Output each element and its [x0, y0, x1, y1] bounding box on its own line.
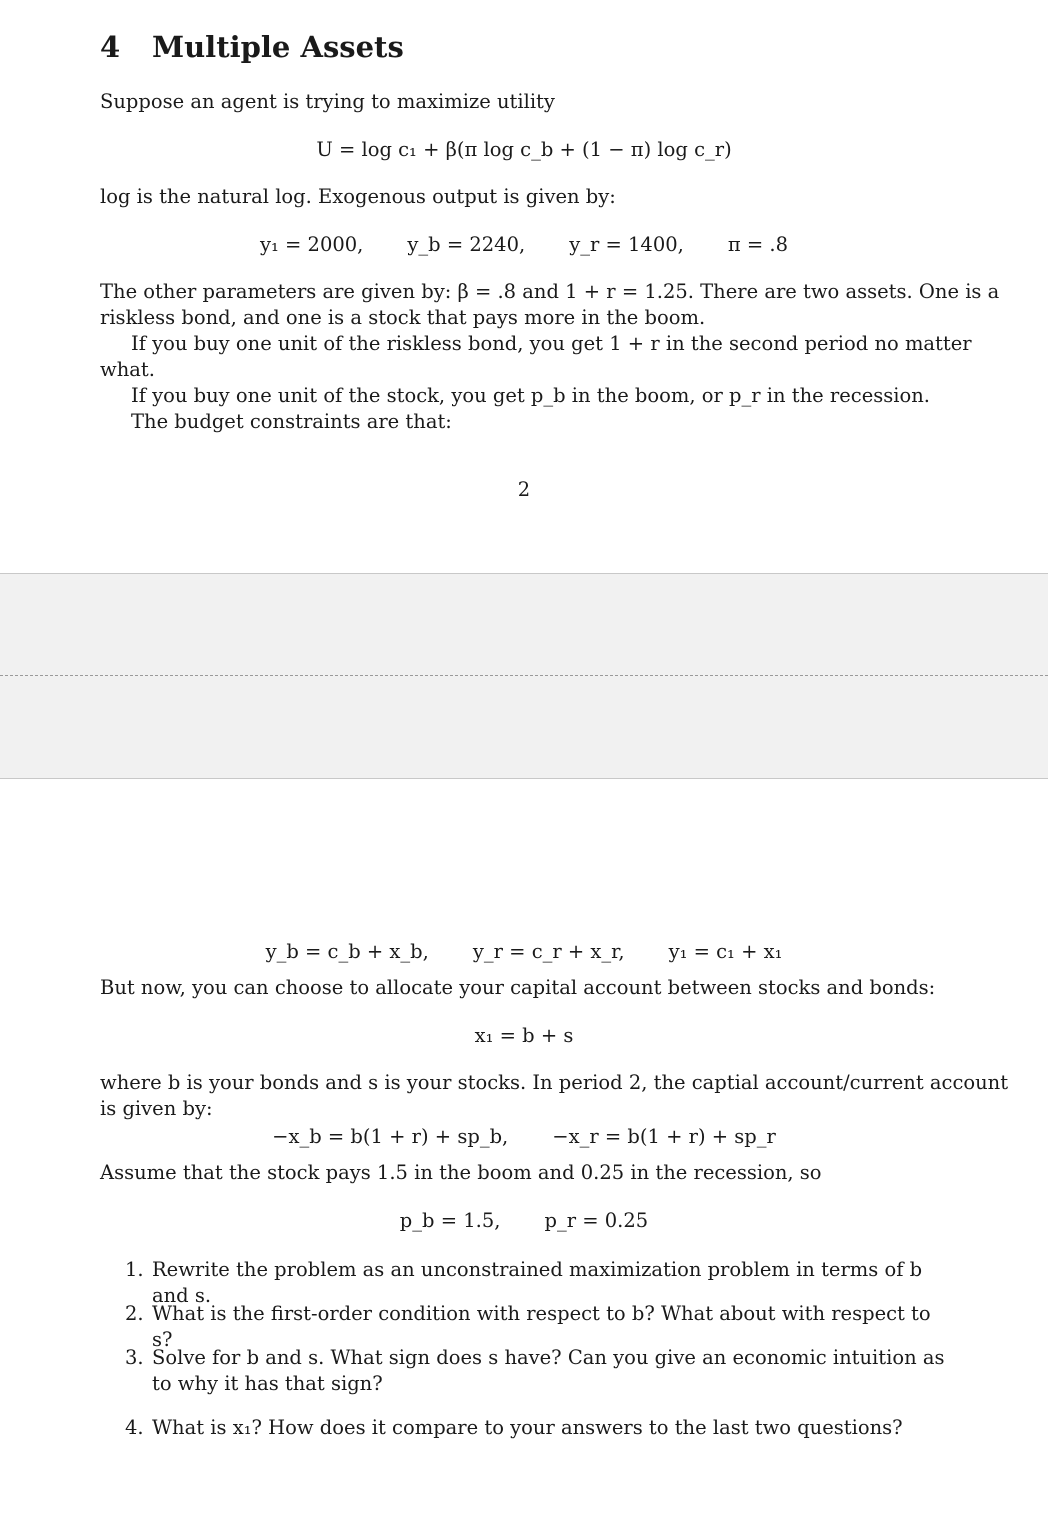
budget-eq-period1: y₁ = c₁ + x₁ — [668, 940, 783, 963]
question-number: 3. — [125, 1346, 144, 1369]
document-page-2 — [0, 779, 1048, 1514]
output-yr: y_r = 1400, — [569, 233, 684, 256]
page-number: 2 — [517, 478, 531, 501]
bond-line-2: what. — [100, 358, 155, 381]
output-equation — [0, 232, 1048, 258]
page-break-line — [0, 675, 1048, 676]
params-line-2: riskless bond, and one is a stock that pays more in the boom. — [100, 306, 706, 329]
question-number: 4. — [125, 1416, 144, 1439]
question-item — [125, 1415, 903, 1441]
budget-equation — [0, 939, 1048, 965]
question-item — [125, 1345, 945, 1395]
payoff-boom: p_b = 1.5, — [399, 1209, 501, 1232]
question-text: What is x₁? How does it compare to your answers to the last two questions? — [152, 1416, 903, 1439]
question-item — [125, 1257, 923, 1307]
question-text: What is the first-order condition with respect to b? What about with respect to s? — [152, 1302, 931, 1351]
output-yb: y_b = 2240, — [407, 233, 526, 256]
stock-line: If you buy one unit of the stock, you get p_b in the boom, or p_r in the recession. — [131, 384, 930, 407]
log-note-text: log is the natural log. Exogenous output is given by: — [100, 185, 616, 208]
section-number: 4 — [100, 30, 121, 64]
where-line-2: is given by: — [100, 1097, 213, 1120]
budget-eq-recession: y_r = c_r + x_r, — [472, 940, 625, 963]
payoff-equation — [0, 1208, 1048, 1234]
intro-text: Suppose an agent is trying to maximize utility — [100, 90, 555, 113]
question-number: 2. — [125, 1302, 144, 1325]
payoff-recession: p_r = 0.25 — [544, 1209, 649, 1232]
document-page-1 — [0, 0, 1048, 573]
question-text: Solve for b and s. What sign does s have? Can you give an economic intuition as to why it has that sign? — [152, 1346, 945, 1395]
where-line-1: where b is your bonds and s is your stocks. In period 2, the captial account/current account — [100, 1071, 1009, 1094]
budget-intro-line: The budget constraints are that: — [131, 410, 452, 433]
assume-text: Assume that the stock pays 1.5 in the boom and 0.25 in the recession, so — [100, 1161, 822, 1184]
question-number: 1. — [125, 1258, 144, 1281]
page-separator — [0, 573, 1048, 779]
output-y1: y₁ = 2000, — [259, 233, 364, 256]
budget-eq-boom: y_b = c_b + x_b, — [265, 940, 429, 963]
params-line-1: The other parameters are given by: β = .8 and 1 + r = 1.25. There are two assets. One is a — [100, 280, 1000, 303]
allocation-text: But now, you can choose to allocate your capital account between stocks and bonds: — [100, 976, 936, 999]
bond-line-1: If you buy one unit of the riskless bond, you get 1 + r in the second period no matter — [131, 332, 972, 355]
capital-account-equation — [0, 1124, 1048, 1150]
section-title: Multiple Assets — [152, 30, 404, 64]
section-heading — [100, 30, 404, 64]
ca-eq-boom: −x_b = b(1 + r) + sp_b, — [272, 1125, 509, 1148]
question-text: Rewrite the problem as an unconstrained maximization problem in terms of b and s. — [152, 1258, 923, 1307]
ca-eq-recession: −x_r = b(1 + r) + sp_r — [552, 1125, 776, 1148]
allocation-equation: x₁ = b + s — [474, 1024, 574, 1047]
output-pi: π = .8 — [727, 233, 789, 256]
utility-equation: U = log c₁ + β(π log c_b + (1 − π) log c_r) — [316, 138, 732, 161]
question-item — [125, 1301, 931, 1351]
